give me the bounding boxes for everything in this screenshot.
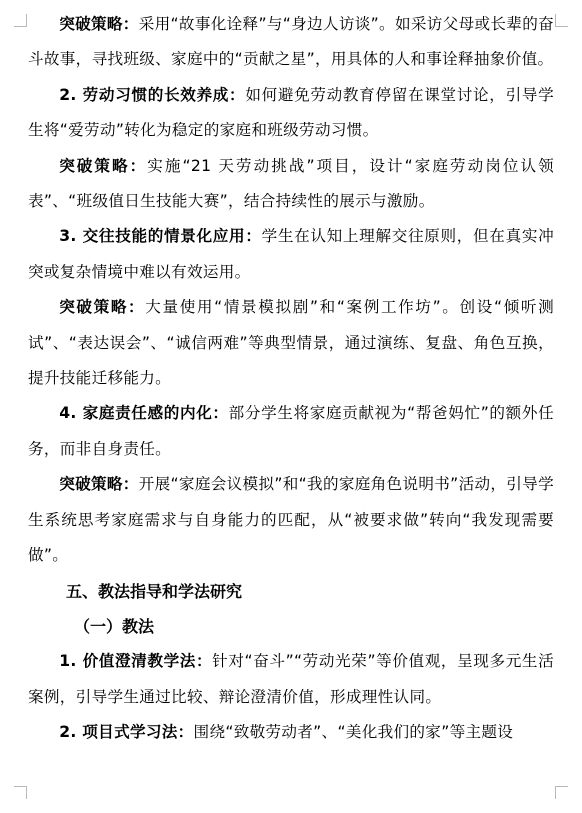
page-corner-mark <box>14 14 27 27</box>
paragraph-label: 3. 交往技能的情景化应用： <box>59 227 262 246</box>
section-heading: 五、教法指导和学法研究 <box>66 581 243 601</box>
paragraph-strategy-1 <box>28 7 554 78</box>
paragraph-text: 围绕“致敬劳动者”、“美化我们的家”等主题设 <box>193 723 514 742</box>
paragraph-difficulty-3 <box>28 219 554 290</box>
paragraph-text: 实施“21 天劳动挑战”项目，设计“家庭劳动岗位认领表”、“班级值日生技能大赛”，结合持续性的展示与激励。 <box>28 156 554 211</box>
document-body <box>28 7 554 751</box>
paragraph-label: 突破策略： <box>59 475 139 494</box>
paragraph-label: 突破策略： <box>59 298 146 317</box>
paragraph-difficulty-2 <box>28 78 554 149</box>
paragraph-label: 2. 劳动习惯的长效养成： <box>59 85 246 104</box>
paragraph-text: 采用“故事化诠释”与“身边人访谈”。如采访父母或长辈的奋斗故事，寻找班级、家庭中的“贡献之星”，用具体的人和事诠释抽象价值。 <box>28 15 554 69</box>
paragraph-text: 部分学生将家庭贡献视为“帮爸妈忙”的额外任务，而非自身责任。 <box>28 404 554 458</box>
paragraph-label: 突破策略： <box>59 156 148 175</box>
paragraph-method-1 <box>28 644 554 715</box>
paragraph-text: 针对“奋斗”“劳动光荣”等价值观，呈现多元生活案例，引导学生通过比较、辩论澄清价值，形成理性认同。 <box>28 652 554 706</box>
paragraph-strategy-3 <box>28 290 554 396</box>
page-corner-mark <box>555 786 568 799</box>
paragraph-strategy-2 <box>28 149 554 220</box>
page-corner-mark <box>555 14 568 27</box>
paragraph-text: 如何避免劳动教育停留在课堂讨论，引导学生将“爱劳动”转化为稳定的家庭和班级劳动习惯。 <box>28 85 555 140</box>
paragraph-label: 4. 家庭责任感的内化： <box>59 404 229 423</box>
paragraph-strategy-4 <box>28 467 554 573</box>
paragraph-text: 学生在认知上理解交往原则，但在真实冲突或复杂情境中难以有效运用。 <box>28 227 555 281</box>
paragraph-text: 开展“家庭会议模拟”和“我的家庭角色说明书”活动，引导学生系统思考家庭需求与自身能力的匹配，从“被要求做”转向“我发现需要做”。 <box>28 475 554 565</box>
paragraph-text: 大量使用“情景模拟剧”和“案例工作坊”。创设“倾听测试”、“表达误会”、“诚信两难”等典型情景，通过演练、复盘、角色互换，提升技能迁移能力。 <box>28 298 554 388</box>
paragraph-label: 1. 价值澄清教学法： <box>59 652 213 671</box>
paragraph-difficulty-4 <box>28 396 554 467</box>
page-corner-mark <box>14 786 27 799</box>
paragraph-label: 2. 项目式学习法： <box>59 723 194 742</box>
paragraph-label: 突破策略： <box>59 15 139 33</box>
sub-heading: （一）教法 <box>74 616 155 636</box>
paragraph-method-2 <box>28 715 554 750</box>
